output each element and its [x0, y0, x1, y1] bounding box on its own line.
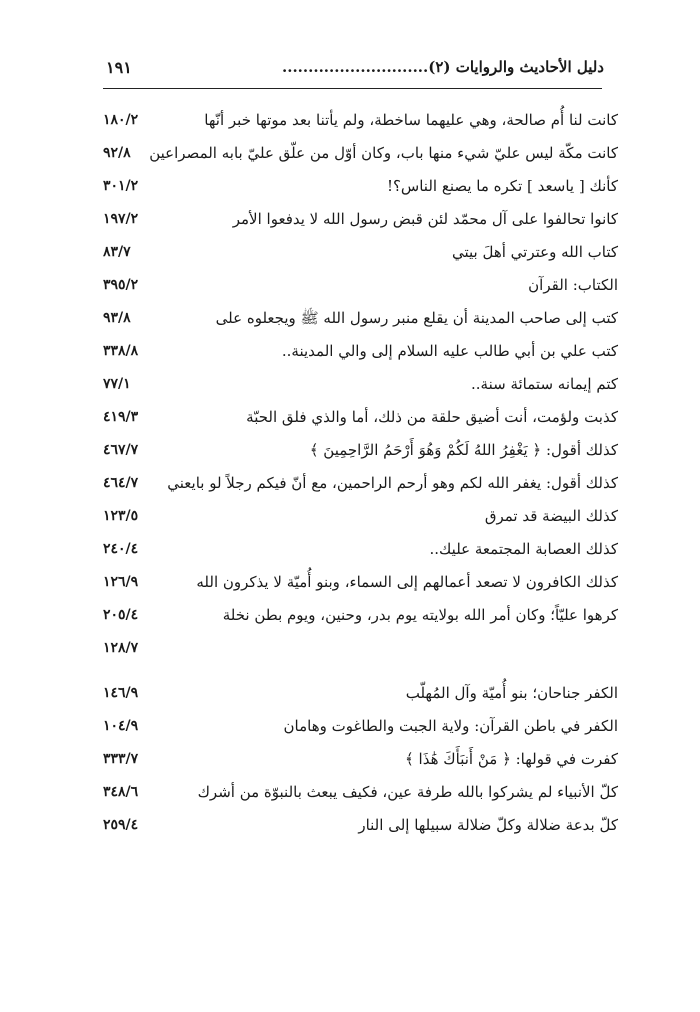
- entry-text: كتاب الله وعترتي أهلَ بيتي: [451, 243, 618, 261]
- entry-reference: ١٠٤/٩: [103, 718, 139, 734]
- index-entry: [0, 371, 700, 404]
- entry-text: كذلك البيضة قد تمرق: [484, 507, 618, 525]
- entry-text: كلّ بدعة ضلالة وكلّ ضلالة سبيلها إلى النار: [358, 816, 618, 834]
- entry-reference: ٣٣٣/٧: [103, 751, 139, 767]
- index-entry: [0, 635, 700, 680]
- entry-text: كتب إلى صاحب المدينة أن يقلع منبر رسول الله ﷺ ويجعلوه على: [215, 309, 618, 327]
- entry-reference: ١٤٦/٩: [103, 685, 139, 701]
- entry-reference: ١٢٣/٥: [103, 508, 139, 524]
- page-header: [0, 58, 700, 82]
- entry-text: كتم إيمانه ستمائة سنة..: [471, 375, 618, 393]
- entry-reference: ١٢٨/٧: [103, 640, 139, 656]
- entry-text: كذلك الكافرون لا تصعد أعمالهم إلى السماء، وبنو أُميّة لا يذكرون الله: [196, 573, 618, 591]
- index-entry: [0, 713, 700, 746]
- entry-text: كانت مكّة ليس عليّ شيء منها باب، وكان أوّل من علّق عليّ بابه المصراعين: [149, 144, 618, 162]
- index-entries: [0, 107, 700, 845]
- entry-text: كلّ الأنبياء لم يشركوا بالله طرفة عين، فكيف يبعث بالنبوّة من أشرك: [197, 783, 618, 801]
- entry-text: كأنك [ ياسعد ] تكره ما يصنع الناس؟!: [386, 177, 618, 195]
- index-entry: [0, 503, 700, 536]
- index-entry: [0, 602, 700, 635]
- index-entry: [0, 812, 700, 845]
- index-entry: [0, 680, 700, 713]
- entry-text: كرهوا عليّاً؛ وكان أمر الله بولايته يوم بدر، وحنين، ويوم بطن نخلة: [222, 606, 618, 624]
- entry-text: كانت لنا أُم صالحة، وهي عليهما ساخطة، ولم يأتنا بعد موتها خبر أنّها: [204, 111, 618, 129]
- header-rule: [103, 88, 602, 89]
- index-entry: [0, 305, 700, 338]
- entry-reference: ٩٣/٨: [103, 310, 131, 326]
- index-entry: [0, 470, 700, 503]
- entry-reference: ١٩٧/٢: [103, 211, 139, 227]
- running-title: دليل الأحاديث والروايات (٢)............................: [282, 58, 604, 76]
- entry-reference: ٣٣٨/٨: [103, 343, 139, 359]
- entry-reference: ٨٣/٧: [103, 244, 131, 260]
- index-entry: [0, 173, 700, 206]
- entry-text: كذلك العصابة المجتمعة عليك..: [429, 540, 618, 558]
- index-entry: [0, 569, 700, 602]
- index-entry: [0, 779, 700, 812]
- entry-reference: ٢٠٥/٤: [103, 607, 139, 623]
- entry-reference: ٣٩٥/٢: [103, 277, 139, 293]
- entry-reference: ٤١٩/٣: [103, 409, 139, 425]
- entry-reference: ٣٠١/٢: [103, 178, 139, 194]
- entry-reference: ١٨٠/٢: [103, 112, 139, 128]
- entry-reference: ٢٥٩/٤: [103, 817, 139, 833]
- entry-reference: ٩٢/٨: [103, 145, 131, 161]
- entry-text: الكفر في باطن القرآن: ولاية الجبت والطاغوت وهامان: [283, 717, 618, 735]
- entry-reference: ٤٦٧/٧: [103, 442, 139, 458]
- index-entry: [0, 239, 700, 272]
- entry-reference: ٣٤٨/٦: [103, 784, 139, 800]
- index-entry: [0, 536, 700, 569]
- index-entry: [0, 140, 700, 173]
- entry-text: كتب علي بن أبي طالب عليه السلام إلى والي المدينة..: [281, 342, 618, 360]
- entry-text: كذبت ولؤمت، أنت أضيق حلقة من ذلك، أما والذي فلق الحبّة: [246, 408, 618, 426]
- index-entry: [0, 272, 700, 305]
- entry-reference: ١٢٦/٩: [103, 574, 139, 590]
- entry-text: كانوا تحالفوا على آل محمّد لئن قبض رسول الله لا يدفعوا الأمر: [232, 210, 618, 228]
- index-entry: [0, 206, 700, 239]
- entry-text: الكفر جناحان؛ بنو أُميّة وآل المُهلّب: [405, 684, 618, 702]
- page-number: ١٩١: [106, 58, 132, 77]
- index-entry: [0, 437, 700, 470]
- entry-reference: ٤٦٤/٧: [103, 475, 139, 491]
- index-entry: [0, 404, 700, 437]
- index-entry: [0, 746, 700, 779]
- entry-text: الكتاب: القرآن: [528, 276, 618, 294]
- entry-text: كذلك أقول: يغفر الله لكم وهو أرحم الراحمين، مع أنّ فيكم رجلاً لو بايعني: [167, 474, 618, 492]
- entry-reference: ٢٤٠/٤: [103, 541, 139, 557]
- index-entry: [0, 107, 700, 140]
- index-entry: [0, 338, 700, 371]
- entry-text: كفرت في قولها: ﴿ مَنْ أَنبَأَكَ هَٰذَا ﴾: [405, 750, 618, 768]
- entry-text: كذلك أقول: ﴿ يَغْفِرُ اللهُ لَكُمْ وَهُوَ أَرْحَمُ الرَّاحِمِينَ ﴾: [309, 441, 618, 459]
- entry-reference: ٧٧/١: [103, 376, 131, 392]
